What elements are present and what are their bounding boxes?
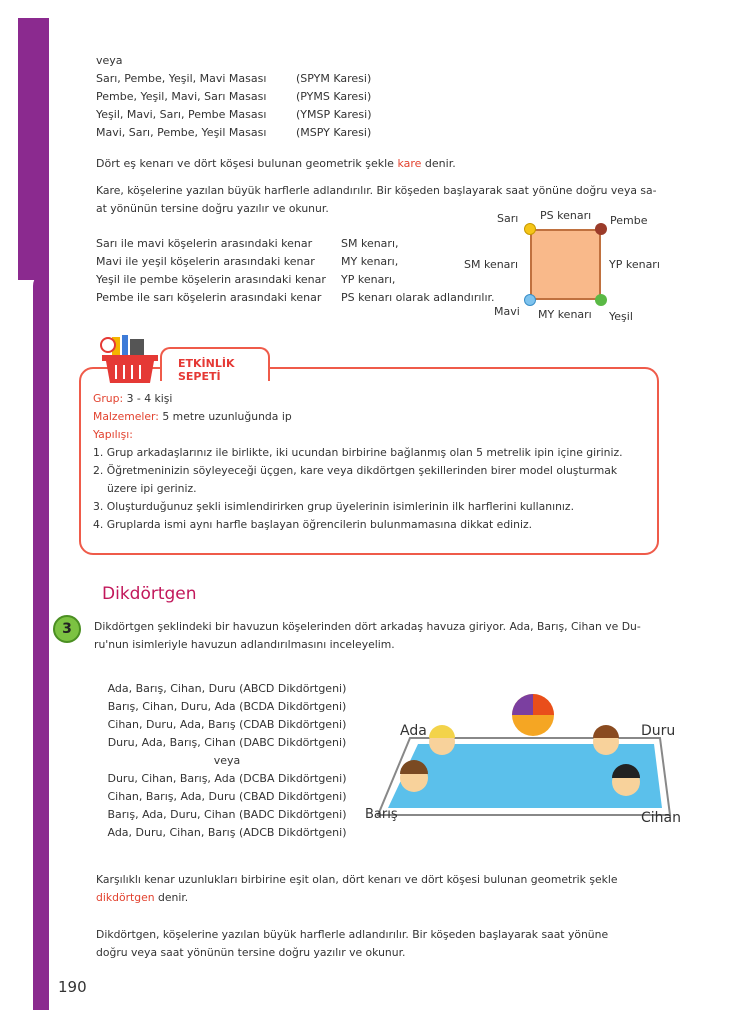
page-edge-strip-lower [33, 270, 49, 1010]
mavi-corner-dot [524, 294, 536, 306]
section-intro: Dikdörtgen şeklindeki bir havuzun köşelerinden dört arkadaş havuza giriyor. Ada, Barış, Cihan ve Du- ru'nun isimleriyle havuzun adlandırılmasını inceleyelim. [94, 620, 641, 651]
pembe-corner-dot [595, 223, 607, 235]
rectangle-naming-text: Dikdörtgen, köşelerine yazılan büyük harflerle adlandırılır. Bir köşeden başlayarak saat yönüne doğru veya saat yönünün tersine doğru yazılır ve okunur. [96, 928, 609, 959]
rectangle-definition: Karşılıklı kenar uzunlukları birbirine eşit olan, dört kenarı ve dört köşesi bulunan geometrik şekle dikdörtgen denir. [96, 873, 618, 904]
child-ada [429, 725, 455, 755]
square-name: Sarı, Pembe, Yeşil, Mavi Masası [96, 72, 267, 85]
basket-icon [100, 335, 160, 385]
square-code: (PYMS Karesi) [296, 90, 372, 103]
veya-label: veya [96, 54, 123, 67]
my-edge-label: MY kenarı [538, 308, 592, 321]
square-code: (MSPY Karesi) [296, 126, 372, 139]
pembe-label: Pembe [610, 214, 648, 227]
page-number: 190 [58, 978, 87, 996]
ps-edge-label: PS kenarı [540, 209, 592, 222]
square-name: Pembe, Yeşil, Mavi, Sarı Masası [96, 90, 267, 103]
edge-list: Sarı ile mavi köşelerin arasındaki kenar SM kenarı, Mavi ile yeşil köşelerin arasındaki kenar MY kenarı, Yeşil ile pembe köşelerin arasındaki kenar YP kenarı, Pembe ile sarı köşelerin arasındaki kenar PS kenarı olarak adlandırılır. [96, 237, 495, 304]
sari-corner-dot [524, 223, 536, 235]
yesil-corner-dot [595, 294, 607, 306]
duru-label: Duru [641, 723, 676, 739]
sm-edge-label: SM kenarı [464, 258, 519, 271]
beach-ball-icon [512, 694, 554, 736]
child-cihan [612, 764, 640, 796]
rectangle-names: Ada, Barış, Cihan, Duru (ABCD Dikdörtgeni) Barış, Cihan, Duru, Ada (BCDA Dikdörtgeni) Cihan, Duru, Ada, Barış (CDAB Dikdörtgeni) Duru, Ada, Barış, Cihan (DABC Dikdörtgeni) veya Duru, Cihan, Barış, Ada (DCBA Dikdörtgeni) Cihan, Barış, Ada, Duru (CBAD Dikdörtgeni) Barış, Ada, Duru, Cihan (BADC Dikdörtgeni) Ada, Duru, Cihan, Barış (ADCB Dikdörtgeni) [107, 682, 347, 839]
square-code: (SPYM Karesi) [296, 72, 372, 85]
section-title: Dikdörtgen [102, 584, 197, 604]
page-edge-strip [18, 18, 49, 280]
child-baris [400, 760, 428, 792]
baris-label: Barış [365, 807, 398, 822]
mavi-label: Mavi [494, 305, 520, 318]
section-number-badge: 3 [53, 615, 81, 643]
activity-step: üzere ipi geriniz. [107, 482, 197, 495]
activity-content: Grup: 3 - 4 kişi Malzemeler: 5 metre uzunluğunda ip Yapılışı: 1. Grup arkadaşlarınız ile birlikte, iki ucundan birbirine bağlanmış olan 5 metrelik ipin içine giriniz. 2. Öğretmeninizin söyleyeceği üçgen, kare veya dikdörtgen şekillerinden birer model oluşturmak üzere ipi geriniz. 3. Oluşturduğunuz şekli isimlendirirken grup üyelerinin isimlerinin ilk harflerini kullanınız. 4. Gruplarda ismi aynı harfle başlayan öğrencilerin bulunmamasına dikkat ediniz. [93, 390, 623, 534]
activity-step: 4. Gruplarda ismi aynı harfle başlayan öğrencilerin bulunmamasına dikkat ediniz. [93, 518, 533, 531]
ada-label: Ada [400, 723, 427, 739]
activity-step: 3. Oluşturduğunuz şekli isimlendirirken grup üyelerinin isimlerinin ilk harflerini kullanınız. [93, 500, 575, 513]
child-duru [593, 725, 619, 755]
square-code: (YMSP Karesi) [296, 108, 372, 121]
square-names [96, 52, 372, 142]
activity-step: 1. Grup arkadaşlarınız ile birlikte, iki ucundan birbirine bağlanmış olan 5 metrelik ipin içine giriniz. [93, 446, 623, 459]
square-naming-text: Kare, köşelerine yazılan büyük harflerle adlandırılır. Bir köşeden başlayarak saat yönüne doğru veya sa- at yönünün tersine doğru yazılır ve okunur. [96, 184, 657, 215]
yp-edge-label: YP kenarı [609, 258, 660, 271]
cihan-label: Cihan [641, 810, 681, 826]
square-name: Yeşil, Mavi, Sarı, Pembe Masası [96, 108, 267, 121]
square-name: Mavi, Sarı, Pembe, Yeşil Masası [96, 126, 267, 139]
square-definition: Dört eş kenarı ve dört köşesi bulunan geometrik şekle kare denir. [96, 157, 456, 170]
activity-step: 2. Öğretmeninizin söyleyeceği üçgen, kare veya dikdörtgen şekillerinden birer model oluşturmak [93, 464, 618, 477]
yesil-label: Yeşil [609, 310, 633, 323]
sari-label: Sarı [497, 212, 519, 225]
activity-title: ETKİNLİK SEPETİ [160, 347, 270, 381]
pool-illustration [370, 690, 690, 830]
